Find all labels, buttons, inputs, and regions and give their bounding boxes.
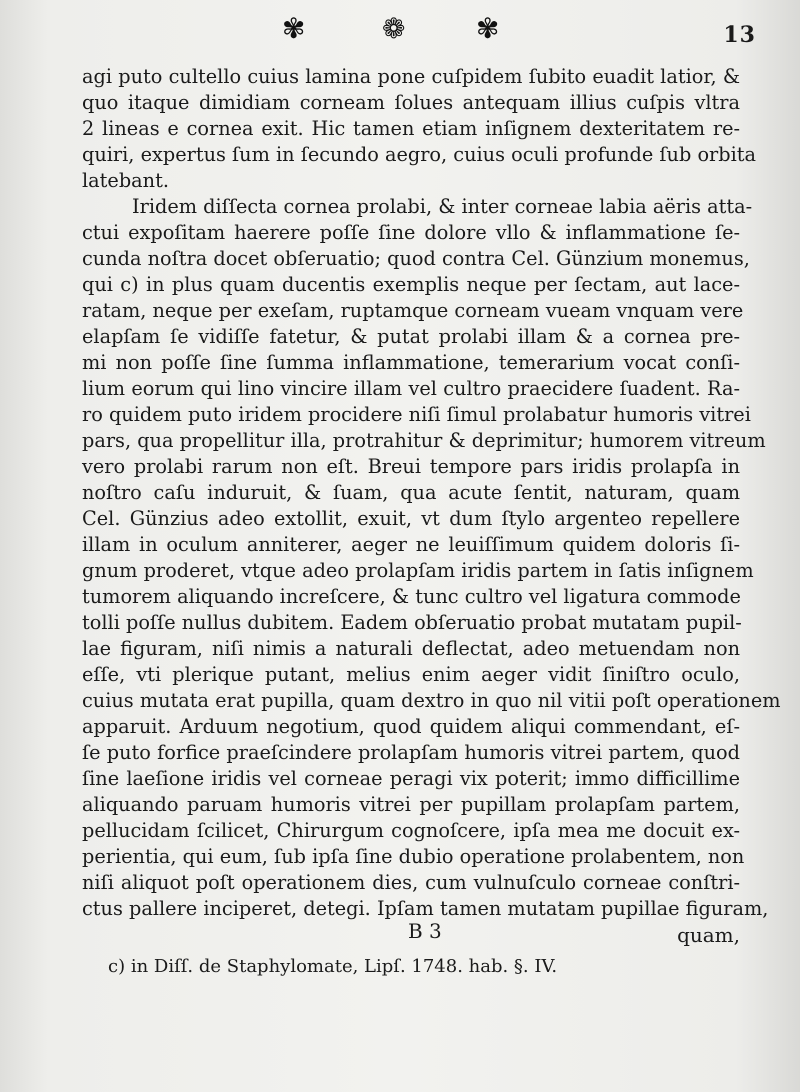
text-line: noſtro caſu induruit, & ſuam, qua acute ſentit, naturam, quam	[82, 481, 740, 504]
text-line: ctui expoſitam haerere poſſe ſine dolore vllo & inflammatione ſe-	[82, 221, 740, 244]
text-line: mi non poſſe ſine ſumma inflammatione, temerarium vocat conſi-	[82, 351, 740, 374]
text-line: Iridem diſſecta cornea prolabi, & inter corneae labia aëris atta-	[132, 195, 753, 218]
text-line: elapſam ſe vidiſſe fatetur, & putat prolabi illam & a cornea pre-	[82, 325, 740, 348]
text-line: Cel. Günzius adeo extollit, exuit, vt dum ſtylo argenteo repellere	[82, 507, 740, 530]
text-line: apparuit. Arduum negotium, quod quidem aliqui commendant, eſ-	[82, 715, 740, 738]
text-line: ratam, neque per exeſam, ruptamque corneam vueam vnquam vere	[82, 299, 744, 322]
text-line: eſſe, vti plerique putant, melius enim aeger vidit ſiniſtro oculo,	[82, 663, 740, 686]
text-line: ſine laeſione iridis vel corneae peragi vix poterit; immo difficillime	[82, 767, 740, 790]
text-line: pars, qua propellitur illa, protrahitur & deprimitur; humorem vitreum	[82, 429, 766, 452]
signature-mark: B 3	[408, 919, 442, 943]
text-line: qui c) in plus quam ducentis exemplis neque per ſectam, aut lace-	[82, 273, 740, 296]
catchword: quam,	[677, 923, 740, 947]
text-line: lae figuram, niſi nimis a naturali deflectat, adeo metuendam non	[82, 637, 740, 660]
ornament-right-icon: ✾	[476, 12, 500, 45]
text-line: agi puto cultello cuius lamina pone cuſpidem ſubito euadit latior, &	[82, 65, 740, 88]
text-line: perientia, qui eum, ſub ipſa ſine dubio operatione prolabentem, non	[82, 845, 745, 868]
footnote: c) in Diſſ. de Staphylomate, Lipſ. 1748. hab. §. IV.	[108, 956, 558, 977]
header-ornaments	[282, 12, 522, 46]
text-line: ro quidem puto iridem procidere niſi ſimul prolabatur humoris vitrei	[82, 403, 751, 426]
page-header	[0, 12, 800, 46]
text-line: pellucidam ſcilicet, Chirurgum cognoſcere, ipſa mea me docuit ex-	[82, 819, 740, 842]
text-line: quo itaque dimidiam corneam ſolues antequam illius cuſpis vltra	[82, 91, 740, 114]
text-line: illam in oculum anniterer, aeger ne leuiſſimum quidem doloris ſi-	[82, 533, 740, 556]
page-number: 13	[723, 22, 756, 48]
text-line: tolli poſſe nullus dubitem. Eadem obſeruatio probat mutatam pupil-	[82, 611, 742, 634]
text-line: vero prolabi rarum non eſt. Breui tempore pars iridis prolapſa in	[82, 455, 740, 478]
text-line: cuius mutata erat pupilla, quam dextro in quo nil vitii poſt operationem	[82, 689, 781, 712]
text-line: lium eorum qui lino vincire illam vel cultro praecidere ſuadent. Ra-	[82, 377, 740, 400]
text-line: 2 lineas e cornea exit. Hic tamen etiam inſignem dexteritatem re-	[82, 117, 740, 140]
text-line: latebant.	[82, 169, 169, 192]
text-line: niſi aliquot poſt operationem dies, cum vulnuſculo corneae conſtri-	[82, 871, 740, 894]
ornament-center-icon: ❁	[382, 12, 406, 45]
text-line: tumorem aliquando increſcere, & tunc cultro vel ligatura commode	[82, 585, 741, 608]
text-line: ctus pallere inciperet, detegi. Ipſam tamen mutatam pupillae figuram,	[82, 897, 769, 920]
text-line: quiri, expertus ſum in ſecundo aegro, cuius oculi profunde ſub orbita	[82, 143, 757, 166]
text-line: aliquando paruam humoris vitrei per pupillam prolapſam partem,	[82, 793, 740, 816]
page-footer	[82, 918, 740, 946]
text-line: cunda noſtra docet obſeruatio; quod contra Cel. Günzium monemus,	[82, 247, 750, 270]
ornament-left-icon: ✾	[282, 12, 306, 45]
text-line: ſe puto forfice praeſcindere prolapſam humoris vitrei partem, quod	[82, 741, 740, 764]
body-text	[82, 64, 781, 922]
text-line: gnum proderet, vtque adeo prolapſam iridis partem in ſatis inſignem	[82, 559, 754, 582]
